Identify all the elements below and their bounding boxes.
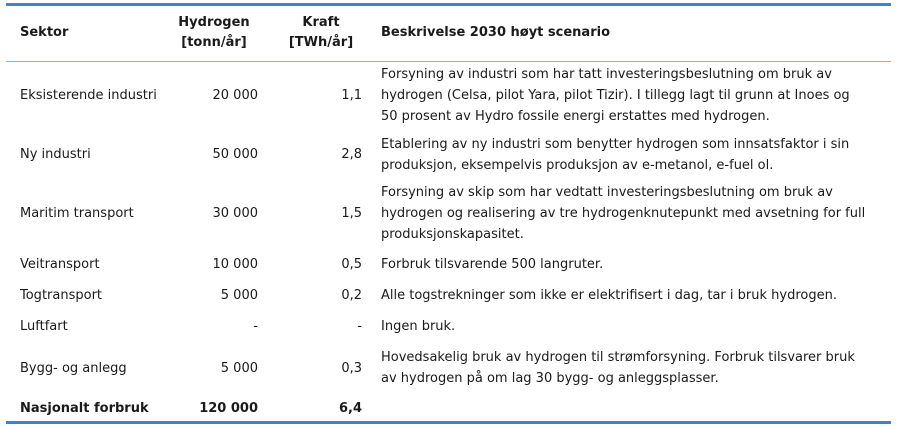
row-kraft: 0,3	[341, 361, 362, 376]
table-row	[6, 254, 891, 276]
header-divider	[6, 61, 891, 62]
header-hydrogen	[166, 13, 262, 53]
table-total-row	[6, 398, 891, 420]
table-bottom-rule	[6, 421, 891, 424]
table-row	[6, 316, 891, 338]
row-sektor: Togtransport	[20, 288, 103, 303]
description-line: Ingen bruk.	[381, 319, 456, 334]
row-kraft: 0,2	[341, 288, 362, 303]
total-hydrogen: 120 000	[199, 401, 258, 416]
row-hydrogen: 5 000	[220, 288, 258, 303]
header-sektor: Sektor	[20, 25, 69, 40]
row-description	[381, 64, 886, 127]
description-line: hydrogen (Celsa, pilot Yara, pilot Tizir). I tillegg lagt til grunn at Inoes og	[381, 88, 850, 103]
row-sektor: Ny industri	[20, 147, 91, 162]
table-row	[6, 64, 891, 127]
row-description	[381, 285, 886, 306]
row-kraft: 2,8	[341, 147, 362, 162]
row-sektor: Luftfart	[20, 319, 68, 334]
row-description	[381, 134, 886, 176]
row-hydrogen: 20 000	[212, 88, 258, 103]
table-row	[6, 134, 891, 176]
table-header-row	[6, 13, 891, 53]
total-kraft: 6,4	[338, 401, 362, 416]
description-line: produksjonskapasitet.	[381, 227, 524, 242]
header-hydrogen-unit: [tonn/år]	[181, 35, 247, 50]
header-beskrivelse: Beskrivelse 2030 høyt scenario	[381, 25, 610, 40]
row-hydrogen: 10 000	[212, 257, 258, 272]
header-hydrogen-name: Hydrogen	[178, 15, 250, 30]
header-kraft-unit: [TWh/år]	[288, 35, 354, 50]
row-hydrogen: 5 000	[220, 361, 258, 376]
row-description	[381, 316, 886, 337]
row-description	[381, 347, 886, 389]
table-row	[6, 347, 891, 389]
row-sektor: Veitransport	[20, 257, 100, 272]
table-row	[6, 182, 891, 245]
row-kraft: 0,5	[341, 257, 362, 272]
description-line: Forsyning av industri som har tatt investeringsbeslutning om bruk av	[381, 67, 832, 82]
row-hydrogen: 30 000	[212, 206, 258, 221]
table-top-rule	[6, 3, 891, 6]
description-line: av hydrogen på om lag 30 bygg- og anleggsplasser.	[381, 371, 719, 386]
description-line: hydrogen og realisering av tre hydrogenknutepunkt med avsetning for full	[381, 206, 866, 221]
row-sektor: Bygg- og anlegg	[20, 361, 127, 376]
description-line: Etablering av ny industri som benytter hydrogen som innsatsfaktor i sin	[381, 137, 850, 152]
description-line: 50 prosent av Hydro fossile energi erstattes med hydrogen.	[381, 109, 770, 124]
header-kraft	[276, 13, 366, 53]
row-kraft: 1,5	[341, 206, 362, 221]
row-hydrogen: -	[253, 319, 258, 334]
description-line: Hovedsakelig bruk av hydrogen til strømforsyning. Forbruk tilsvarer bruk	[381, 350, 855, 365]
row-kraft: 1,1	[341, 88, 362, 103]
description-line: Forbruk tilsvarende 500 langruter.	[381, 257, 604, 272]
row-sektor: Eksisterende industri	[20, 88, 157, 103]
description-line: Alle togstrekninger som ikke er elektrifisert i dag, tar i bruk hydrogen.	[381, 288, 837, 303]
row-description	[381, 182, 886, 245]
description-line: Forsyning av skip som har vedtatt investeringsbeslutning om bruk av	[381, 185, 833, 200]
header-kraft-name: Kraft	[302, 15, 340, 30]
row-sektor: Maritim transport	[20, 206, 134, 221]
row-description	[381, 254, 886, 275]
description-line: produksjon, eksempelvis produksjon av e-metanol, e-fuel ol.	[381, 158, 774, 173]
row-kraft: -	[357, 319, 362, 334]
table-row	[6, 285, 891, 307]
total-sektor: Nasjonalt forbruk	[20, 401, 149, 416]
row-hydrogen: 50 000	[212, 147, 258, 162]
